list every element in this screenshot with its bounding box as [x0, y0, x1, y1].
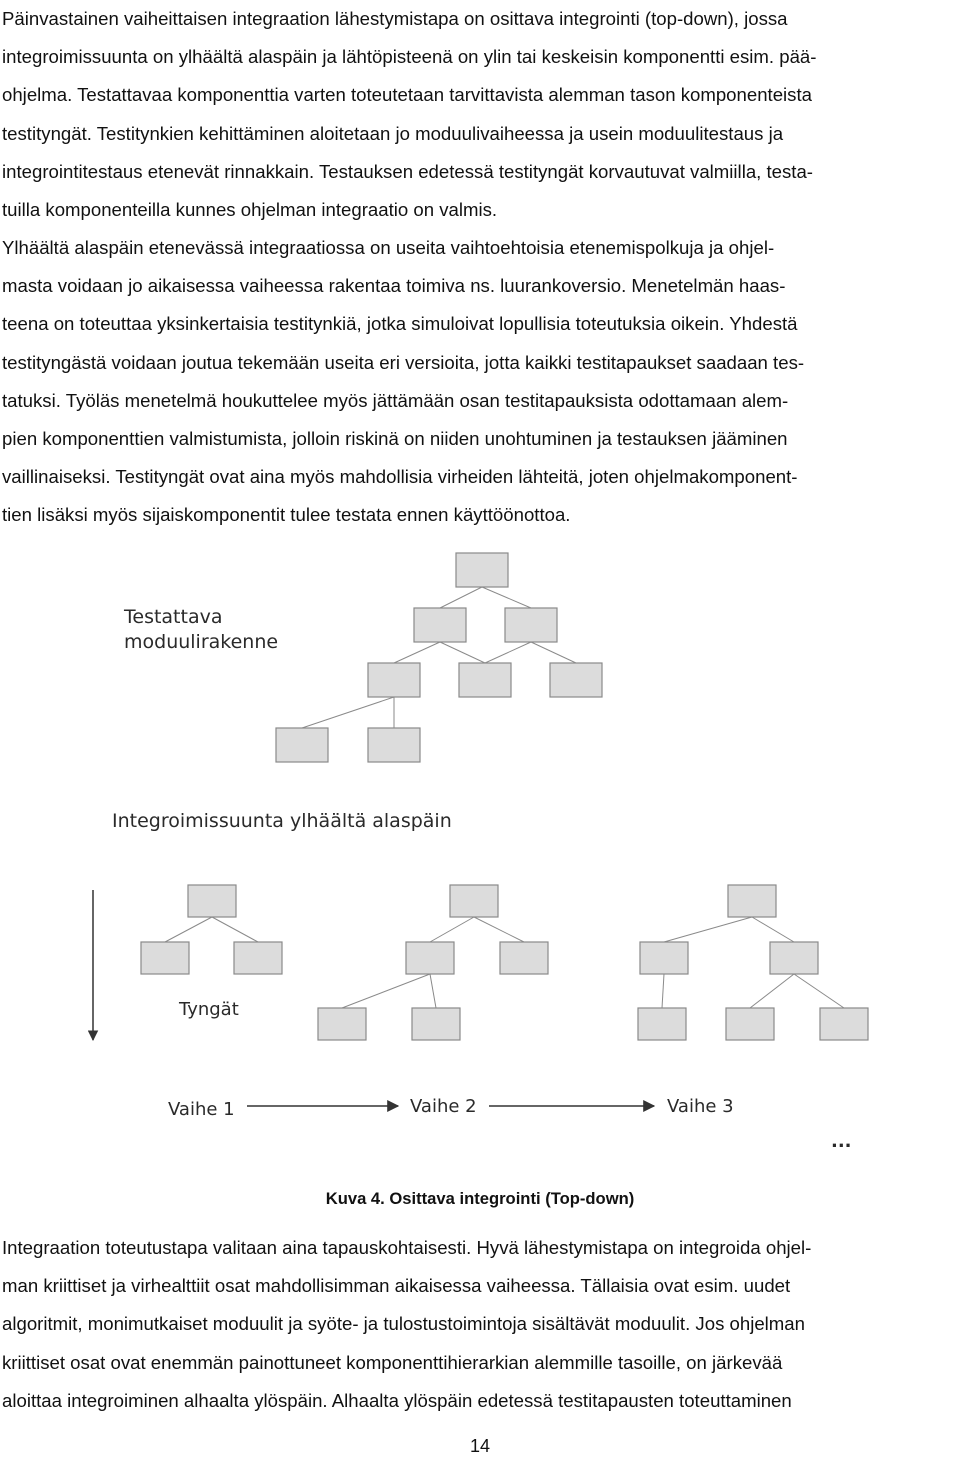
text-line: Integraation toteutustapa valitaan aina tapauskohtaisesti. Hyvä lähestymistapa on integroida ohjel-	[2, 1237, 812, 1258]
paragraph-top-down-discussion	[2, 229, 952, 535]
page-number: 14	[469, 1436, 491, 1456]
integrated-module-box	[188, 885, 236, 917]
figure-caption: Kuva 4. Osittava integrointi (Top-down)	[325, 1189, 635, 1208]
tree-edge	[302, 697, 394, 728]
tree-edge	[440, 587, 482, 608]
text-line: kriittiset osat ovat enemmän painottuneet komponenttihierarkian alemmille tasoille, on järkevää	[2, 1351, 783, 1373]
stub-box	[318, 1008, 366, 1040]
module-box	[550, 663, 602, 697]
module-box	[414, 608, 466, 642]
tree-edge	[794, 974, 844, 1008]
tree-edge	[482, 587, 531, 608]
stub-box	[234, 942, 282, 974]
module-box	[368, 663, 420, 697]
text-line: masta voidaan jo aikaisessa vaiheessa rakentaa toimiva ns. luurankoversio. Menetelmän haas-	[2, 275, 786, 297]
text-line: teena on toteuttaa yksinkertaisia testitynkiä, jotka simuloivat lopullisia toteutuksia oikein. Yhdestä	[2, 313, 798, 335]
text-line: integroimissuunta on ylhäältä alaspäin ja lähtöpisteenä on ylin tai keskeisin komponentti esim. pää-	[2, 46, 817, 68]
tree-edge	[662, 974, 664, 1008]
text-line: tatuksi. Työläs menetelmä houkuttelee myös jättämään osan testitapauksista odottamaan alem-	[2, 389, 789, 411]
module-tree	[276, 553, 602, 762]
tree-edge	[342, 974, 430, 1008]
tree-edge	[531, 642, 576, 663]
text-line: man kriittiset ja virhealttiit osat mahdollisimman aikaisessa vaiheessa. Tällaisia ovat esim. uudet	[2, 1275, 791, 1297]
stub-box	[820, 1008, 868, 1040]
text-line: tien lisäksi myös sijaiskomponentit tulee testata ennen käyttöönottoa.	[2, 504, 571, 526]
stub-box	[412, 1008, 460, 1040]
tree-edge	[752, 917, 794, 942]
stub-box	[141, 942, 189, 974]
ellipsis: ...	[831, 1131, 852, 1152]
paragraph-integration-approach	[2, 1229, 952, 1420]
text-line: algoritmit, monimutkaiset moduulit ja syöte- ja tulostustoimintoja sisältävät moduulit. Jos ohjelman	[2, 1313, 805, 1335]
top-down-diagram	[0, 545, 960, 1165]
text-line: integrointitestaus etenevät rinnakkain. Testauksen edetessä testityngät korvautuvat valmiilla, testa-	[2, 160, 813, 182]
text-line: vaillinaiseksi. Testityngät ovat aina myös mahdollisia virheiden lähteitä, joten ohjelmakomponent-	[2, 466, 798, 488]
module-box	[456, 553, 508, 587]
phase-trees	[141, 885, 868, 1040]
label-phase-3: Vaihe 3	[667, 1096, 734, 1117]
label-stubs: Tyngät	[179, 999, 239, 1020]
tree-edge	[430, 917, 474, 942]
module-box	[505, 608, 557, 642]
tree-edge	[430, 974, 436, 1008]
text-line: pien komponenttien valmistumista, jolloin riskinä on niiden unohtuminen ja testauksen jääminen	[2, 428, 788, 450]
text-line: Päinvastainen vaiheittaisen integraation lähestymistapa on osittava integrointi (top-down), jossa	[2, 8, 788, 29]
label-structure-line2: moduulirakenne	[124, 631, 279, 653]
integrated-module-box	[450, 885, 498, 917]
tree-edge	[750, 974, 794, 1008]
stub-box	[638, 1008, 686, 1040]
text-line: Ylhäältä alaspäin etenevässä integraatiossa on useita vaihtoehtoisia etenemispolkuja ja ohjel-	[2, 237, 775, 258]
stub-box	[726, 1008, 774, 1040]
tree-edge	[394, 642, 440, 663]
tree-edge	[212, 917, 258, 942]
tree-edge	[664, 917, 752, 942]
text-line: testityngästä voidaan joutua tekemään useita eri versioita, jotta kaikki testitapaukset saadaan tes-	[2, 351, 805, 373]
tree-edge	[474, 917, 524, 942]
module-box	[368, 728, 420, 762]
text-line: ohjelma. Testattavaa komponenttia varten toteutetaan tarvittavista alemman tason komponenteista	[2, 84, 812, 106]
integrated-module-box	[728, 885, 776, 917]
stub-box	[770, 942, 818, 974]
text-line: testityngät. Testitynkien kehittäminen aloitetaan jo moduulivaiheessa ja usein moduulitestaus ja	[2, 122, 784, 144]
label-phase-1: Vaihe 1	[168, 1099, 235, 1120]
text-line: tuilla komponenteilla kunnes ohjelman integraatio on valmis.	[2, 199, 498, 221]
label-structure-line1: Testattava	[124, 606, 223, 628]
stub-box	[406, 942, 454, 974]
tree-edge	[485, 642, 531, 663]
paragraph-top-down-intro	[2, 0, 952, 229]
module-box	[276, 728, 328, 762]
stub-box	[500, 942, 548, 974]
figure-top-down-integration	[0, 545, 960, 1165]
tree-edge	[165, 917, 212, 942]
label-phase-2: Vaihe 2	[410, 1096, 477, 1117]
text-line: aloittaa integroiminen alhaalta ylöspäin. Alhaalta ylöspäin edetessä testitapausten toteuttaminen	[2, 1389, 792, 1411]
tree-edge	[440, 642, 485, 663]
module-box	[459, 663, 511, 697]
label-integration-direction: Integroimissuunta ylhäältä alaspäin	[112, 810, 452, 832]
stub-box	[640, 942, 688, 974]
